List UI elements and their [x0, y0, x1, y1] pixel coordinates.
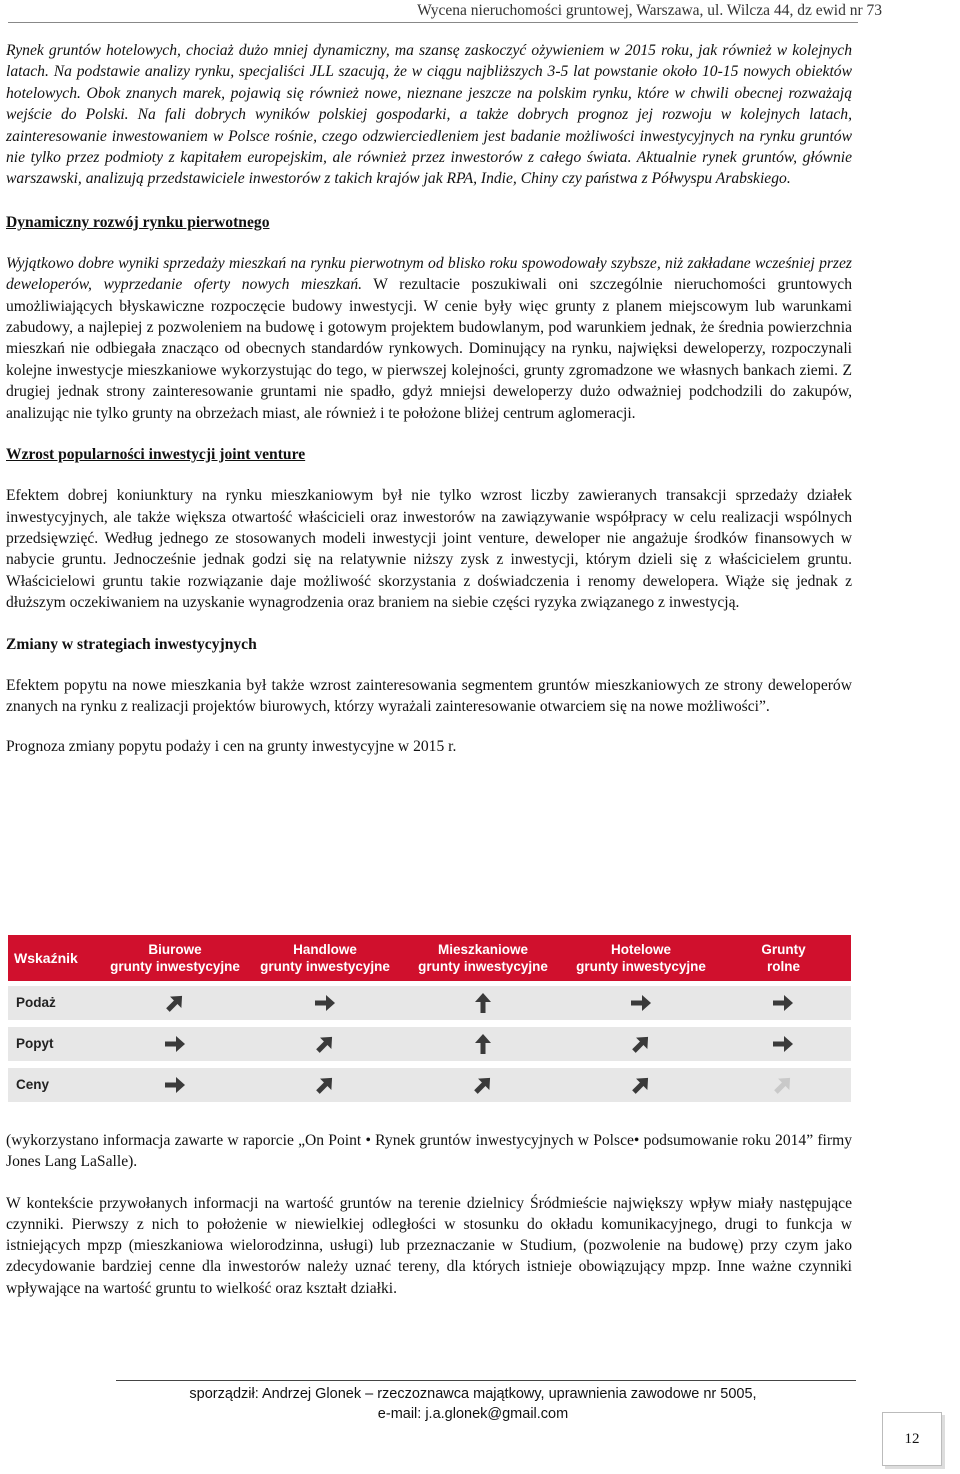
trend-arrow-icon — [629, 1032, 653, 1056]
row-label: Podaż — [16, 995, 56, 1010]
final-paragraph: W kontekście przywołanych informacji na wartość gruntów na terenie dzielnicy Śródmieście największy wpływ miały następujące czynniki. Pierwszy z nich to położenie w niewielkiej odległości w stosunku do okładu komunikacyjnego, drugi to funkcja w istniejących mpzp (mieszkaniowa wielorodzinna, usługi) lub przeznaczanie w Studium, (pozwolenie na budowę) przy czym jako zdecydowanie bardziej cenne dla inwestorów należy uznać tereny, dla których istnieje obowiązujący mpzp. Inne ważne czynniki wpływające na wartość gruntu to wielkość oraz kształt działki. — [6, 1194, 852, 1297]
page-number-box — [882, 1412, 942, 1466]
figure-column-header — [250, 935, 400, 981]
column-header-line2: grunty inwestycyjne — [418, 959, 548, 974]
trend-arrow-icon — [629, 991, 653, 1015]
figure-row-demand — [8, 1027, 851, 1061]
trend-arrow-icon — [313, 991, 337, 1015]
header-divider — [8, 22, 858, 23]
regular-run: W rezultacie poszukiwali oni szczególnie nieruchomości gruntowych umożliwiających błyskawiczne rozpoczęcie budowy inwestycji. W cenie były więc grunty z planem miejscowym lub warunkami zabudowy, a najlepiej z pozwoleniem na budowę i gotowym projektem budowlanym, pod warunkiem jednak, że średnia powierzchnia mieszkań nie odbiegała znacząco od obecnych standardów rynkowych. Dominujący na rynku, najwięksi deweloperzy, rozpoczynali kolejne inwestycje mieszkaniowe wykorzystując do tego, w pierwszej kolejności, grunty zgromadzone we własnych bankach ziemi. Z drugiej jednak strony zainteresowanie gruntami nie spadło, gdyż mniejsi deweloperzy dużo odważniej podchodzili do zakupów, analizując nie tylko grunty na obrzeżach miast, ale również i te położone bliżej centrum aglomeracji. — [6, 276, 852, 422]
column-header-line2: grunty inwestycyjne — [576, 959, 706, 974]
trend-arrow-icon — [471, 991, 495, 1015]
section-paragraph-joint-venture: Efektem dobrej koniunktury na rynku mieszkaniowym był nie tylko wzrost liczby zawieranych transakcji sprzedaży działek inwestycyjnych, ale także większa otwartość właścicieli oraz inwestorów na zawiązywanie współpracy w celu realizacji wspólnych przedsięwzięć. Według jednego ze stosowanych modeli inwestycji joint venture, deweloper nie angażuje środków finansowych w nabycie gruntu. Jednocześnie jednak godzi się na relatywnie niższy zysk z inwestycji, którym dzieli się z właścicielem gruntu. Właścicielowi gruntu takie rozwiązanie daje możliwość skorzystania z doświadczenia i renomy dewelopera. Wiąże się jednak z dłuższym oczekiwaniem na uzyskanie wynagrodzenia oraz braniem na siebie części ryzyka związanego z inwestycją. — [6, 487, 852, 612]
trend-arrow-icon — [771, 1032, 795, 1056]
section-paragraph-primary-market — [6, 253, 852, 424]
page-header — [0, 0, 960, 24]
section-heading-joint-venture: Wzrost popularności inwestycji joint venture — [6, 446, 306, 464]
trend-arrow-icon — [771, 1073, 795, 1097]
italic-run: Wyjątkowo dobre wyniki sprzedaży mieszkań na rynku pierwotnym od blisko roku spowodowały szybsze, niż zakładane wcześniej przez deweloperów, wyprzedanie oferty nowych mieszkań. — [6, 254, 852, 294]
trend-arrow-icon — [163, 1032, 187, 1056]
trend-arrow-icon — [471, 1073, 495, 1097]
source-note: (wykorzystano informacja zawarte w raporcie „On Point • Rynek gruntów inwestycyjnych w Polsce• podsumowanie roku 2014” firmy Jones Lang LaSalle). — [6, 1132, 852, 1171]
trend-arrow-icon — [471, 1032, 495, 1056]
section-paragraph-strategies: Efektem popytu na nowe mieszkania był także wzrost zainteresowania segmentem gruntów mieszkaniowych ze strony deweloperów znanych na rynku z realizacji projektów biurowych, którzy wyrażali zainteresowanie otwarciem się na nowe możliwości”. — [6, 676, 852, 715]
figure-row-supply — [8, 986, 851, 1020]
section-heading-primary-market: Dynamiczny rozwój rynku pierwotnego — [6, 213, 270, 231]
page-number: 12 — [904, 1431, 920, 1447]
figure-row-prices — [8, 1068, 851, 1102]
figure-column-header — [716, 935, 851, 981]
trend-arrow-icon — [163, 1073, 187, 1097]
closing-section — [6, 1130, 852, 1299]
table-title: Prognoza zmiany popytu podaży i cen na grunty inwestycyjne w 2015 r. — [6, 738, 457, 756]
column-header-line2: rolne — [766, 959, 800, 974]
figure-column-header — [400, 935, 566, 981]
row-label: Popyt — [16, 1036, 54, 1051]
footer-divider — [116, 1380, 856, 1381]
figure-column-header — [566, 935, 716, 981]
column-header-line1: Grunty — [761, 942, 806, 957]
figure-column-header — [100, 935, 250, 981]
main-content — [6, 40, 852, 757]
figure-corner-label: Wskaźnik — [14, 949, 78, 966]
figure-header-row — [8, 935, 851, 981]
trend-arrow-icon — [313, 1073, 337, 1097]
section-heading-strategies: Zmiany w strategiach inwestycyjnych — [6, 635, 257, 653]
forecast-figure — [8, 935, 851, 1105]
row-label: Ceny — [16, 1077, 50, 1092]
column-header-line2: grunty inwestycyjne — [260, 959, 390, 974]
column-header-line2: grunty inwestycyjne — [110, 959, 240, 974]
trend-arrow-icon — [629, 1073, 653, 1097]
footer-email-line: e-mail: j.a.glonek@gmail.com — [377, 1406, 569, 1422]
column-header-line1: Biurowe — [148, 942, 202, 957]
header-title: Wycena nieruchomości gruntowej, Warszawa, ul. Wilcza 44, dz ewid nr 73 — [417, 2, 882, 19]
trend-arrow-icon — [313, 1032, 337, 1056]
trend-arrow-icon — [163, 991, 187, 1015]
trend-arrow-icon — [771, 991, 795, 1015]
column-header-line1: Hotelowe — [610, 942, 671, 957]
intro-paragraph: Rynek gruntów hotelowych, chociaż dużo mniej dynamiczny, ma szansę zaskoczyć ożywieniem w 2015 roku, jak również w kolejnych latach. Na podstawie analizy rynku, specjaliści JLL szacują, że w ciągu najbliższych 3-5 lat powstanie około 10-15 nowych obiektów hotelowych. Obok znanych marek, pojawią się również nowe, nieznane jeszcze na polskim rynku, które w chwili obecnej rozważają wejście do Polski. Na fali dobrych wyników polskiej gospodarki, a także dobrych prognoz jej rozwoju w kolejnych latach, zainteresowanie inwestowaniem w Polsce rośnie, czego odzwierciedleniem jest badanie możliwości inwestycyjnych na rynku gruntów nie tylko przez podmioty z kapitałem europejskim, ale również przez inwestorów z całego świata. Aktualnie rynek gruntów, głównie warszawski, analizują przedstawiciele inwestorów z takich krajów jak RPA, Indie, Chiny czy państwa z Półwyspu Arabskiego. — [6, 42, 852, 188]
column-header-line1: Handlowe — [293, 942, 357, 957]
footer-author-line: sporządził: Andrzej Glonek – rzeczoznawca majątkowy, uprawnienia zawodowe nr 5005, — [189, 1386, 757, 1402]
column-header-line1: Mieszkaniowe — [437, 942, 529, 957]
